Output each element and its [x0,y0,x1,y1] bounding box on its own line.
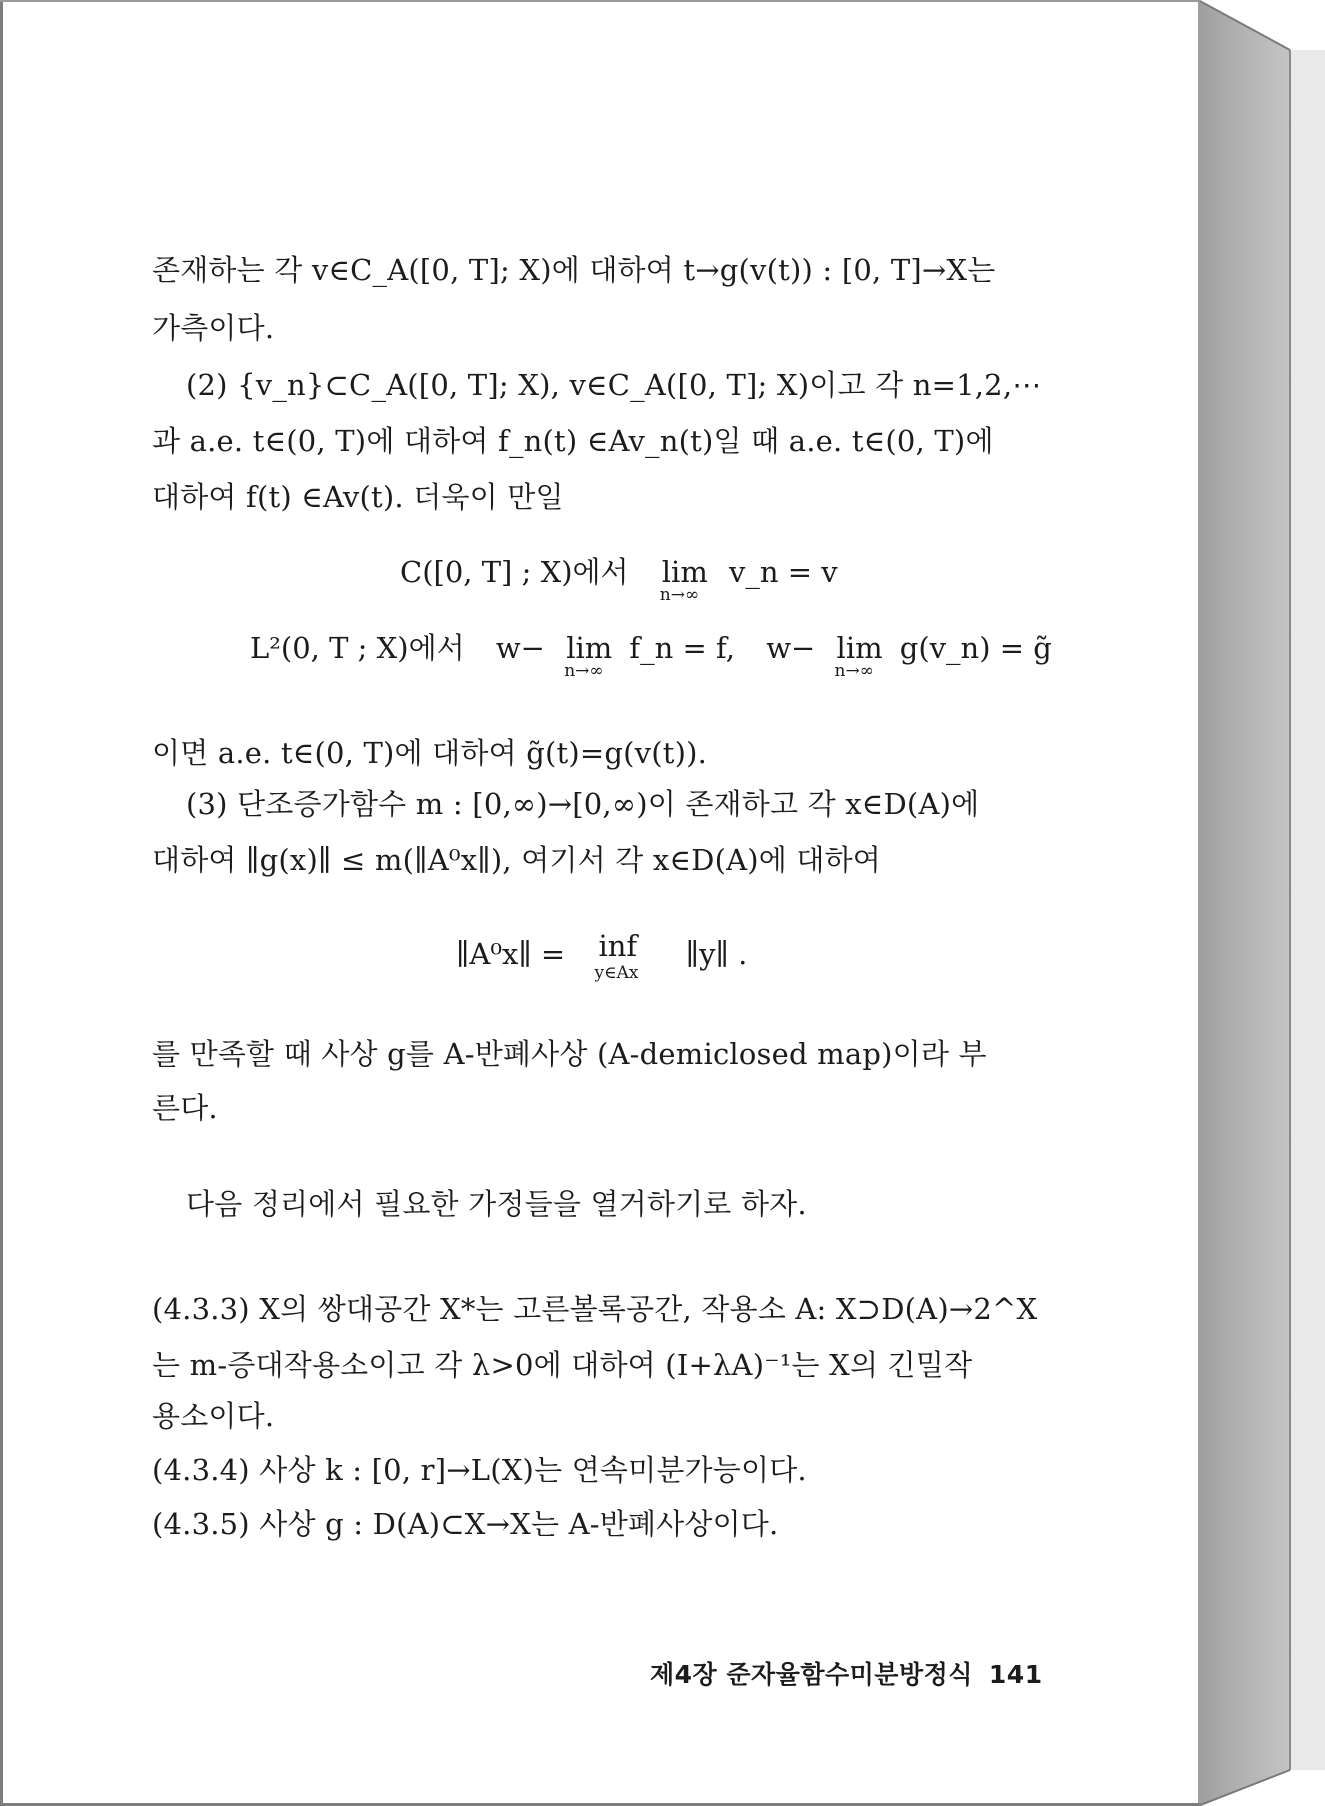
eq3-left: ∥A⁰x∥ = [456,937,566,971]
page-footer [650,1655,1050,1691]
book-edge-graphic [1198,0,1325,1806]
text-line-6: 이면 a.e. t∈(0, T)에 대하여 g̃(t)=g(v(t)). [152,736,708,770]
text-line-12: (4.3.3) X의 쌍대공간 X*는 고른볼록공간, 작용소 A: X⊃D(A)→2^X [152,1292,1038,1326]
footer-page-number: 141 [988,1660,1043,1689]
page-top-border [0,0,1200,2]
book-shadow [1291,50,1325,1770]
eq1-left: C([0, T] ; X)에서 [400,555,629,589]
eq2-mid: f_n = f, [629,631,735,665]
book-edge-face [1198,0,1290,1806]
text-line-8: 대하여 ∥g(x)∥ ≤ m(∥A⁰x∥), 여기서 각 x∈D(A)에 대하여 [152,843,882,877]
text-line-3: (2) {v_n}⊂C_A([0, T]; X), v∈C_A([0, T]; X)이고 각 n=1,2,⋯ [186,368,1042,402]
eq1-lim: lim [661,555,708,589]
eq2-lim1-sub: n→∞ [564,661,604,681]
text-line-14: 용소이다. [152,1399,275,1433]
text-line-9: 를 만족할 때 사상 g를 A-반폐사상 (A-demiclosed map)이라 부 [152,1037,987,1071]
eq2-lim2-operator [834,630,885,681]
eq3-inf-operator [594,928,654,983]
eq2-w2: w− [766,631,816,665]
text-line-11: 다음 정리에서 필요한 가정들을 열거하기로 하자. [186,1187,807,1221]
equation-limit-v [400,554,838,605]
eq1-lim-sub: n→∞ [659,585,700,605]
text-line-16: (4.3.5) 사상 g : D(A)⊂X→X는 A-반폐사상이다. [152,1507,779,1541]
eq2-w1: w− [495,631,545,665]
text-line-10: 른다. [152,1091,218,1125]
text-line-2: 가측이다. [152,311,275,345]
text-line-4: 과 a.e. t∈(0, T)에 대하여 f_n(t) ∈Av_n(t)일 때 a.e. t∈(0, T)에 [152,424,994,458]
eq2-right: g(v_n) = g̃ [899,631,1052,665]
text-line-7: (3) 단조증가함수 m : [0,∞)→[0,∞)이 존재하고 각 x∈D(A)에 [186,787,980,821]
text-line-15: (4.3.4) 사상 k : [0, r]→L(X)는 연속미분가능이다. [152,1453,807,1487]
equation-inf-norm [456,929,748,983]
eq2-lim2: lim [836,631,883,665]
eq1-lim-operator [659,554,710,605]
text-line-5: 대하여 f(t) ∈Av(t). 더욱이 만일 [152,480,564,514]
footer-chapter: 제4장 준자율함수미분방정식 [650,1660,973,1689]
eq2-lim1: lim [566,631,613,665]
eq3-inf-sub: y∈Ax [594,963,639,983]
equation-weak-limits [250,630,1052,681]
eq2-lim2-sub: n→∞ [834,661,874,681]
eq2-lim1-operator [564,630,614,681]
eq3-inf: inf [598,929,638,963]
eq3-right: ∥y∥ . [685,937,748,971]
text-line-1: 존재하는 각 v∈C_A([0, T]; X)에 대하여 t→g(v(t)) : [0, T]→X는 [152,253,996,287]
text-line-13: 는 m-증대작용소이고 각 λ>0에 대하여 (I+λA)⁻¹는 X의 긴밀작 [152,1348,973,1382]
page-left-border [0,0,3,1806]
book-side-edge [1198,0,1325,1806]
eq2-left: L²(0, T ; X)에서 [250,631,465,665]
eq1-right: v_n = v [729,555,838,589]
